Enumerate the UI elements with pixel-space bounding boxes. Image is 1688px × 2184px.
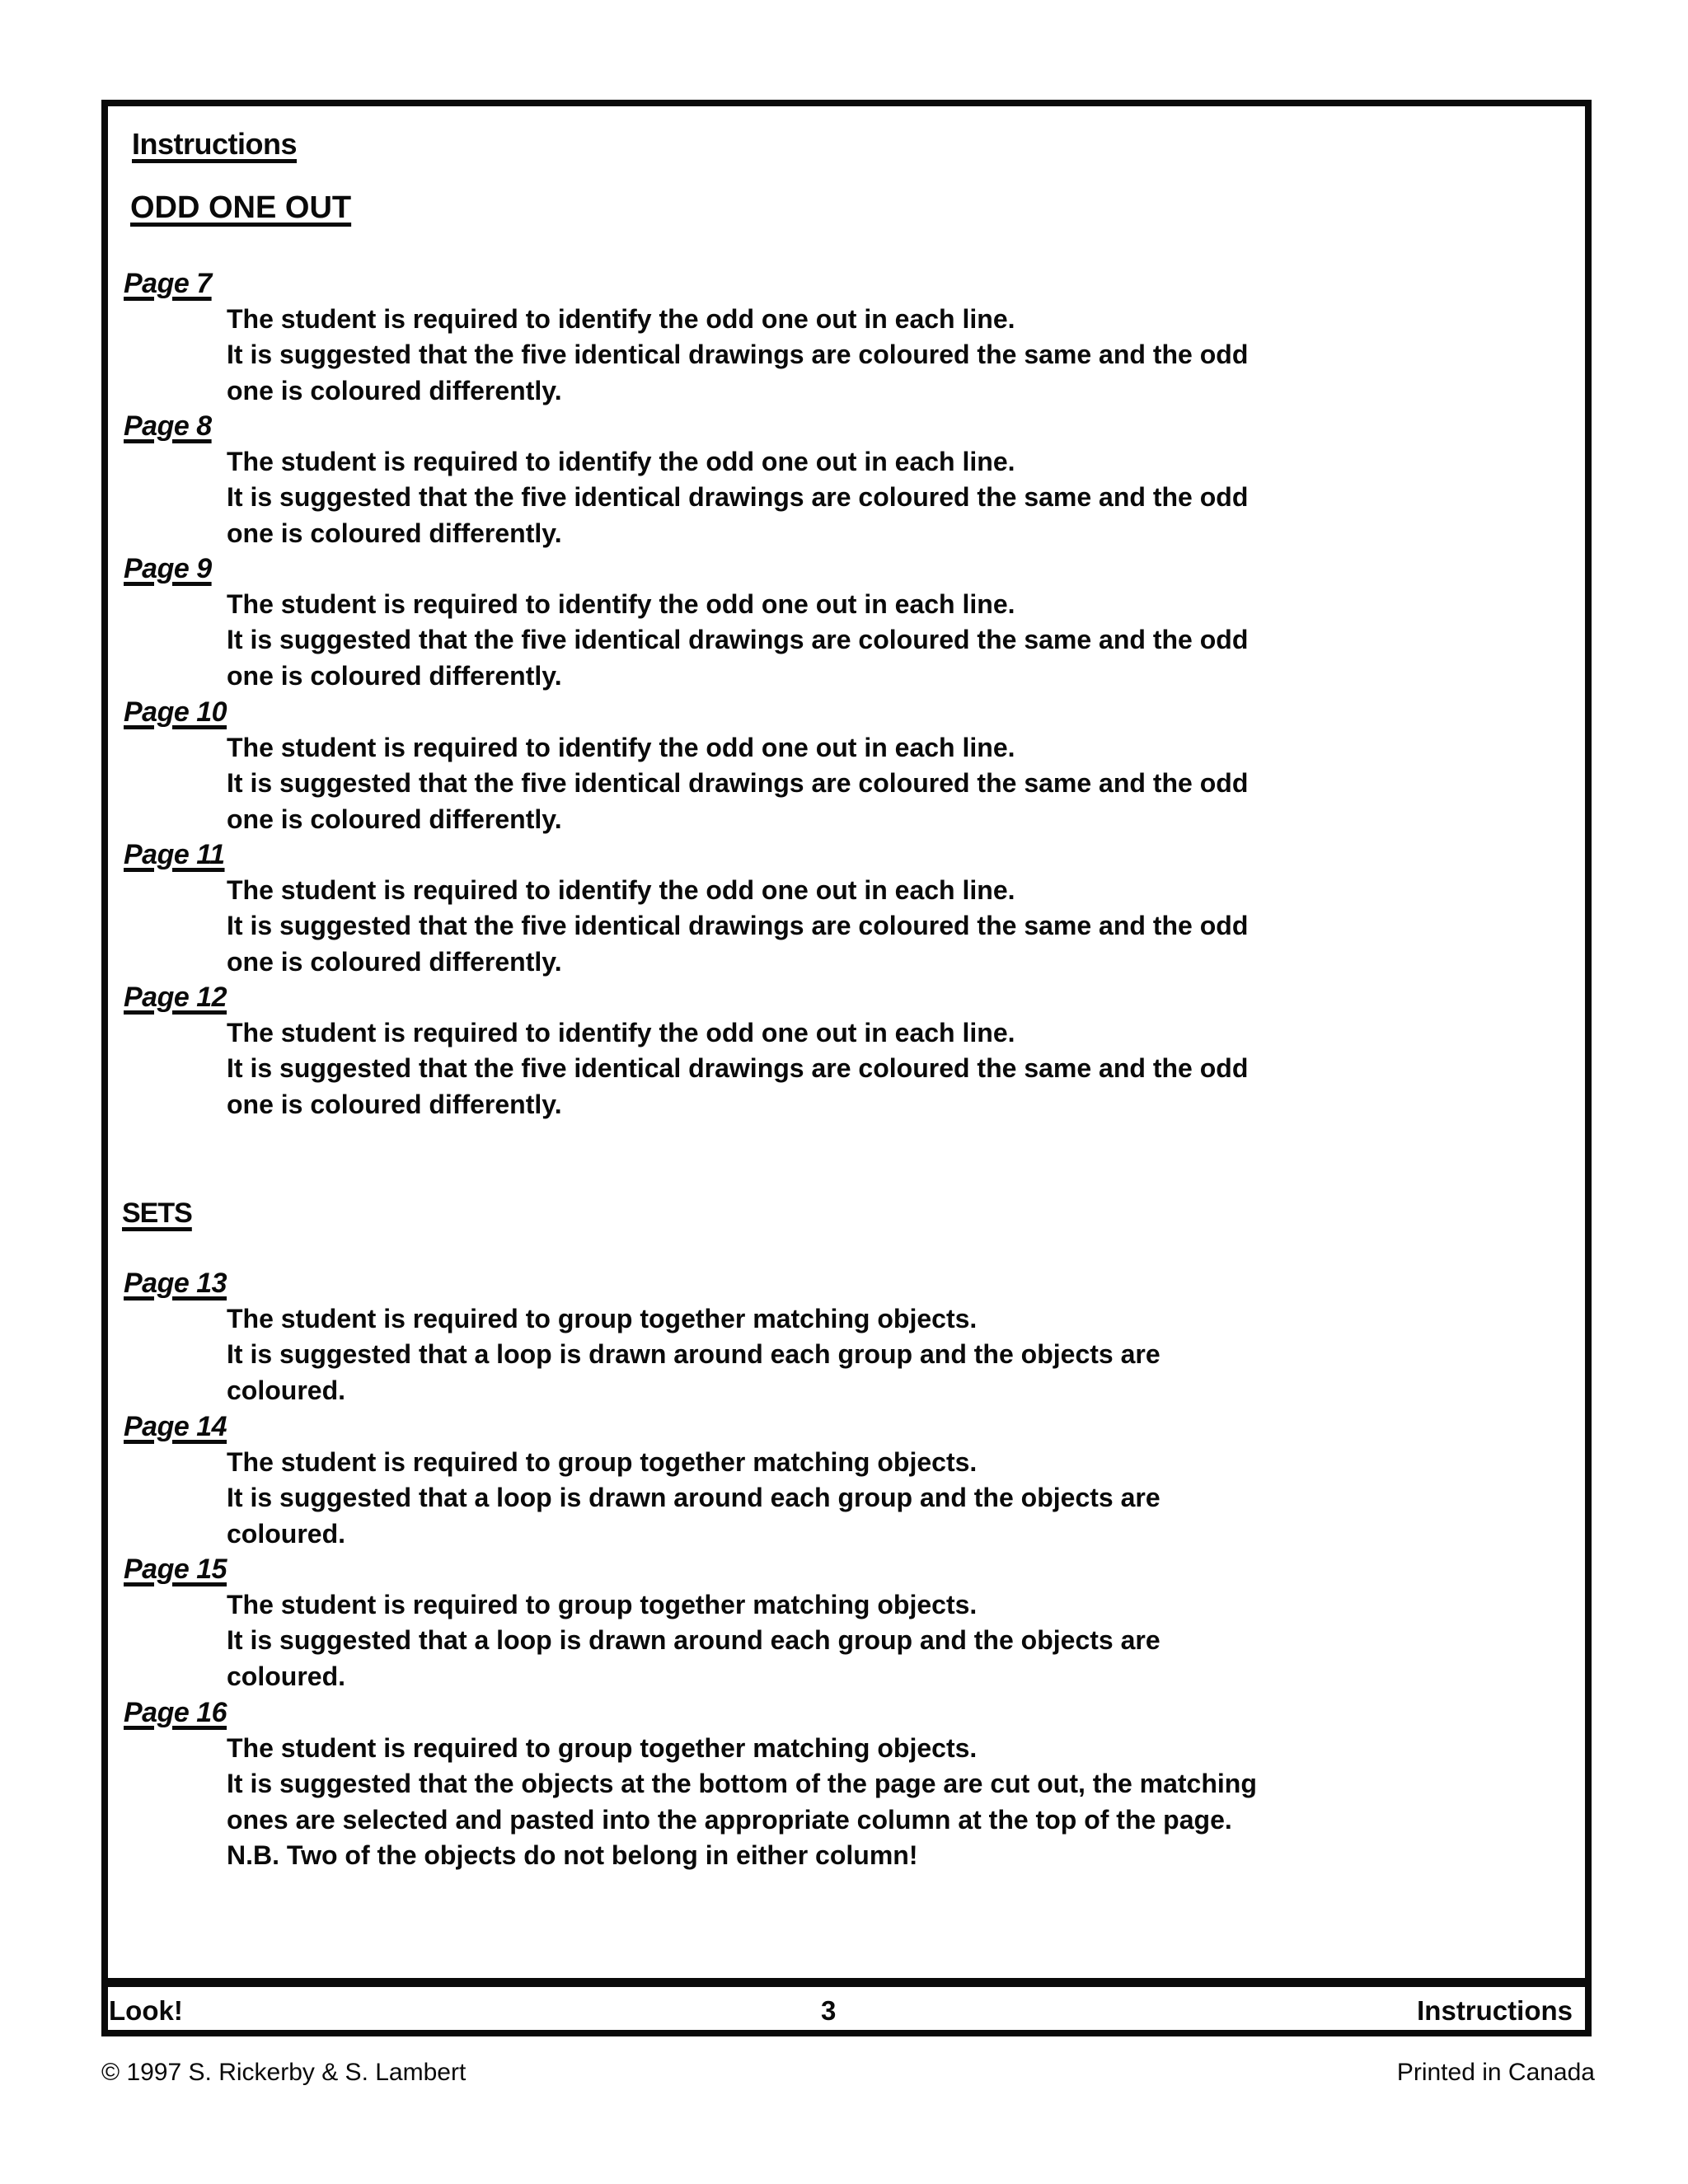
page-label: Page 10 — [124, 696, 227, 728]
entry-line: coloured. — [227, 1518, 346, 1549]
entry-page-10 — [124, 697, 1574, 837]
entry-page-8 — [124, 411, 1574, 551]
entry-line: one is coloured differently. — [227, 946, 562, 977]
page-label: Page 12 — [124, 982, 227, 1013]
section-heading-odd-one-out: ODD ONE OUT — [130, 190, 352, 225]
entry-line: The student is required to identify the odd one out in each line. — [227, 447, 1015, 476]
entry-page-14 — [124, 1412, 1574, 1552]
entry-line: The student is required to identify the odd one out in each line. — [227, 304, 1015, 334]
copyright-notice: © 1997 S. Rickerby & S. Lambert — [101, 2059, 467, 2086]
entry-line: It is suggested that a loop is drawn around each group and the objects are — [227, 1339, 1160, 1370]
footer-book-title: Look! — [109, 1995, 183, 2026]
entry-page-7 — [124, 269, 1574, 409]
entry-line: It is suggested that the five identical drawings are coloured the same and the odd — [227, 1053, 1249, 1084]
printed-in-notice: Printed in Canada — [1396, 2059, 1595, 2086]
footer-divider — [101, 1978, 1592, 1987]
entry-line: coloured. — [227, 1375, 346, 1405]
entry-line: N.B. Two of the objects do not belong in either column! — [227, 1840, 918, 1870]
entry-line: one is coloured differently. — [227, 1089, 562, 1119]
entry-page-9 — [124, 554, 1574, 694]
entry-line: one is coloured differently. — [227, 518, 562, 548]
entry-line: coloured. — [227, 1661, 346, 1691]
entry-line: The student is required to group together matching objects. — [227, 1733, 978, 1763]
entry-line: The student is required to identify the odd one out in each line. — [227, 589, 1015, 619]
entry-line: one is coloured differently. — [227, 804, 562, 834]
page-label: Page 7 — [124, 268, 212, 299]
entry-line: The student is required to identify the odd one out in each line. — [227, 875, 1015, 905]
page-label: Page 16 — [124, 1697, 227, 1728]
entry-line: The student is required to identify the odd one out in each line. — [227, 733, 1015, 762]
entry-line: It is suggested that a loop is drawn around each group and the objects are — [227, 1625, 1160, 1656]
entry-line: It is suggested that a loop is drawn around each group and the objects are — [227, 1483, 1160, 1513]
page-label: Page 13 — [124, 1268, 227, 1299]
entry-line: The student is required to group together matching objects. — [227, 1447, 978, 1477]
footer-section-name: Instructions — [1417, 1995, 1573, 2026]
page-label: Page 14 — [124, 1411, 227, 1442]
page-label: Page 9 — [124, 553, 212, 584]
entry-page-15 — [124, 1554, 1574, 1694]
footer-page-number: 3 — [821, 1995, 837, 2026]
page-label: Page 8 — [124, 410, 212, 442]
entry-line: one is coloured differently. — [227, 660, 562, 691]
page-title: Instructions — [132, 127, 298, 161]
entry-line: It is suggested that the five identical drawings are coloured the same and the odd — [227, 625, 1249, 655]
entry-page-12 — [124, 982, 1574, 1122]
entry-line: The student is required to group together matching objects. — [227, 1590, 978, 1619]
section-heading-sets: SETS — [122, 1197, 192, 1229]
page-label: Page 15 — [124, 1554, 227, 1585]
page-label: Page 11 — [124, 839, 225, 870]
entry-line: It is suggested that the five identical drawings are coloured the same and the odd — [227, 482, 1249, 513]
entry-line: ones are selected and pasted into the appropriate column at the top of the page. — [227, 1804, 1232, 1835]
entry-page-13 — [124, 1268, 1574, 1408]
entry-line: It is suggested that the objects at the bottom of the page are cut out, the matching — [227, 1769, 1257, 1799]
entry-line: The student is required to group together matching objects. — [227, 1304, 978, 1333]
entry-line: It is suggested that the five identical drawings are coloured the same and the odd — [227, 340, 1249, 370]
entry-page-11 — [124, 840, 1574, 980]
entry-page-16 — [124, 1698, 1574, 1873]
entry-line: It is suggested that the five identical drawings are coloured the same and the odd — [227, 768, 1249, 799]
entry-line: The student is required to identify the odd one out in each line. — [227, 1018, 1015, 1047]
entry-line: one is coloured differently. — [227, 375, 562, 405]
entry-line: It is suggested that the five identical drawings are coloured the same and the odd — [227, 911, 1249, 941]
